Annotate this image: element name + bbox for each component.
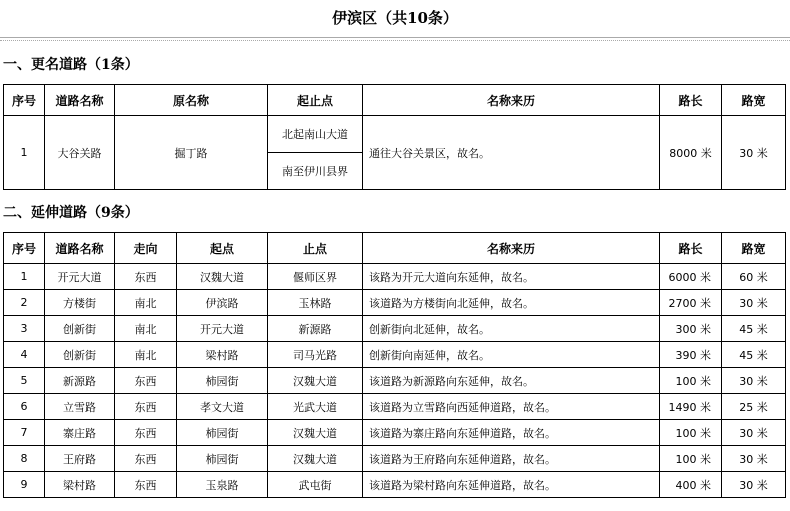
table-row: [4, 368, 786, 394]
header-cell: 走向: [115, 233, 177, 264]
header-cell: 序号: [4, 233, 45, 264]
road-name: 寨庄路: [45, 420, 115, 446]
road-name: 立雪路: [45, 394, 115, 420]
start-point: 柿园街: [177, 420, 268, 446]
end-point: 汉魏大道: [268, 446, 363, 472]
row-number: 4: [4, 342, 45, 368]
table-row: [4, 420, 786, 446]
header-cell: 名称来历: [363, 233, 660, 264]
road-length: 300 米: [660, 316, 722, 342]
header-cell: 起点: [177, 233, 268, 264]
table-row: [4, 394, 786, 420]
road-length: 400 米: [660, 472, 722, 498]
start-point: 北起南山大道: [268, 116, 363, 153]
road-length: 100 米: [660, 446, 722, 472]
end-point: 偃师区界: [268, 264, 363, 290]
direction: 南北: [115, 316, 177, 342]
end-point: 司马光路: [268, 342, 363, 368]
road-length: 2700 米: [660, 290, 722, 316]
name-origin: 该路为开元大道向东延伸，故名。: [363, 264, 660, 290]
start-point: 孝文大道: [177, 394, 268, 420]
start-point: 梁村路: [177, 342, 268, 368]
table-row: [4, 290, 786, 316]
road-width: 45 米: [722, 316, 786, 342]
direction: 东西: [115, 472, 177, 498]
section1-heading: 一、更名道路（1条）: [3, 57, 139, 73]
end-point: 汉魏大道: [268, 420, 363, 446]
road-width: 45 米: [722, 342, 786, 368]
direction: 东西: [115, 394, 177, 420]
road-length: 100 米: [660, 420, 722, 446]
end-point: 玉林路: [268, 290, 363, 316]
road-length: 6000 米: [660, 264, 722, 290]
table-header-row: [4, 233, 786, 264]
header-cell: 路宽: [722, 233, 786, 264]
section2-heading: 二、延伸道路（9条）: [3, 205, 139, 221]
name-origin: 通往大谷关景区，故名。: [363, 116, 660, 190]
road-width: 30 米: [722, 472, 786, 498]
row-number: 5: [4, 368, 45, 394]
end-point: 汉魏大道: [268, 368, 363, 394]
start-point: 柿园街: [177, 368, 268, 394]
row-number: 7: [4, 420, 45, 446]
table-header-row: [4, 85, 786, 116]
road-width: 30 米: [722, 368, 786, 394]
table-row: [4, 446, 786, 472]
extended-roads-table: [3, 232, 786, 498]
start-point: 汉魏大道: [177, 264, 268, 290]
renamed-roads-table: [3, 84, 786, 190]
start-point: 柿园街: [177, 446, 268, 472]
name-origin: 创新街向北延伸，故名。: [363, 316, 660, 342]
road-name: 大谷关路: [45, 116, 115, 190]
road-length: 1490 米: [660, 394, 722, 420]
road-name: 创新街: [45, 342, 115, 368]
road-name: 王府路: [45, 446, 115, 472]
road-name: 创新街: [45, 316, 115, 342]
end-point: 光武大道: [268, 394, 363, 420]
direction: 东西: [115, 264, 177, 290]
row-number: 3: [4, 316, 45, 342]
divider: [0, 37, 790, 38]
header-cell: 道路名称: [45, 233, 115, 264]
direction: 南北: [115, 290, 177, 316]
page-title: 伊滨区（共10条）: [332, 9, 458, 27]
name-origin: 该道路为立雪路向西延伸道路，故名。: [363, 394, 660, 420]
name-origin: 该道路为新源路向东延伸，故名。: [363, 368, 660, 394]
start-point: 伊滨路: [177, 290, 268, 316]
header-cell: 起止点: [268, 85, 363, 116]
road-width: 30 米: [722, 116, 786, 190]
start-point: 开元大道: [177, 316, 268, 342]
header-cell: 路长: [660, 233, 722, 264]
table-row: [4, 472, 786, 498]
road-width: 30 米: [722, 446, 786, 472]
name-origin: 该道路为王府路向东延伸道路，故名。: [363, 446, 660, 472]
direction: 东西: [115, 420, 177, 446]
road-width: 60 米: [722, 264, 786, 290]
row-number: 8: [4, 446, 45, 472]
direction: 东西: [115, 368, 177, 394]
header-cell: 序号: [4, 85, 45, 116]
old-name: 掘丁路: [115, 116, 268, 190]
name-origin: 该道路为寨庄路向东延伸道路，故名。: [363, 420, 660, 446]
row-number: 9: [4, 472, 45, 498]
header-cell: 路长: [660, 85, 722, 116]
row-number: 1: [4, 116, 45, 190]
name-origin: 该道路为方楼街向北延伸，故名。: [363, 290, 660, 316]
header-cell: 道路名称: [45, 85, 115, 116]
header-cell: 原名称: [115, 85, 268, 116]
end-point: 南至伊川县界: [268, 153, 363, 190]
road-width: 25 米: [722, 394, 786, 420]
road-name: 梁村路: [45, 472, 115, 498]
table-row: [4, 116, 786, 153]
end-point: 新源路: [268, 316, 363, 342]
road-name: 开元大道: [45, 264, 115, 290]
table-row: [4, 264, 786, 290]
table-row: [4, 342, 786, 368]
name-origin: 该道路为梁村路向东延伸道路，故名。: [363, 472, 660, 498]
header-cell: 路宽: [722, 85, 786, 116]
road-name: 方楼街: [45, 290, 115, 316]
name-origin: 创新街向南延伸，故名。: [363, 342, 660, 368]
header-cell: 名称来历: [363, 85, 660, 116]
road-length: 8000 米: [660, 116, 722, 190]
row-number: 2: [4, 290, 45, 316]
road-length: 100 米: [660, 368, 722, 394]
road-width: 30 米: [722, 290, 786, 316]
row-number: 1: [4, 264, 45, 290]
road-length: 390 米: [660, 342, 722, 368]
road-name: 新源路: [45, 368, 115, 394]
direction: 东西: [115, 446, 177, 472]
divider: [0, 40, 790, 41]
table-row: [4, 316, 786, 342]
road-width: 30 米: [722, 420, 786, 446]
direction: 南北: [115, 342, 177, 368]
header-cell: 止点: [268, 233, 363, 264]
end-point: 武屯街: [268, 472, 363, 498]
start-point: 玉泉路: [177, 472, 268, 498]
row-number: 6: [4, 394, 45, 420]
